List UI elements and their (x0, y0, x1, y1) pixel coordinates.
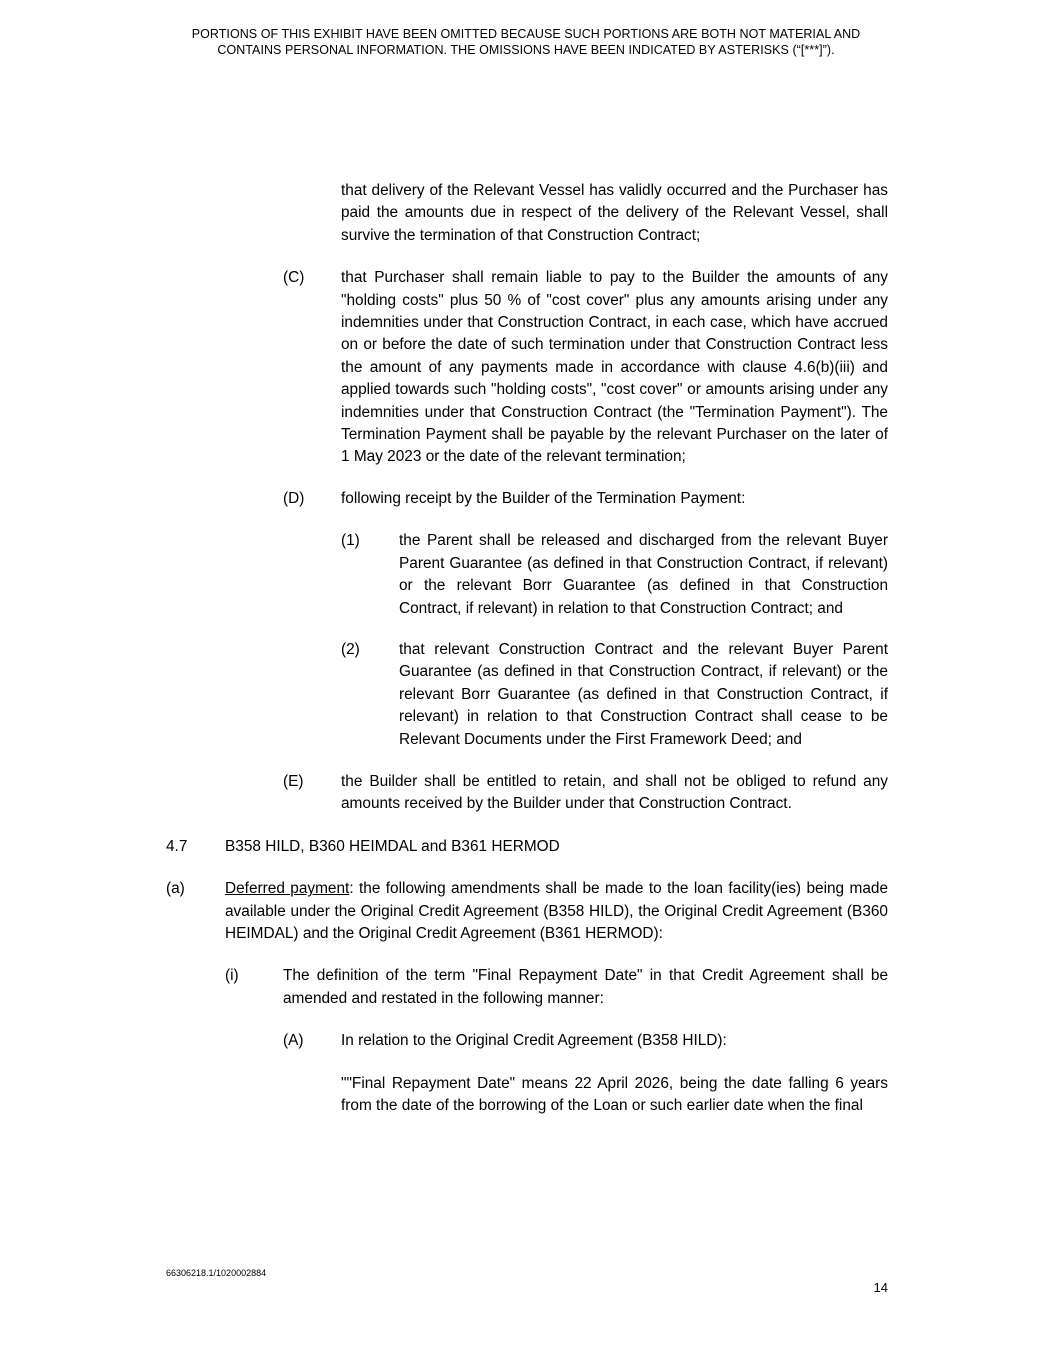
page-number: 14 (873, 1280, 888, 1295)
clause-item-e-text: the Builder shall be entitled to retain, and shall not be obliged to refund any amounts received by the Builder under that Construction Contract. (341, 772, 888, 813)
continuation-paragraph (166, 180, 888, 247)
clause-item-a-text: : the following amendments shall be made to the loan facility(ies) being made available under the Original Credit Agreement (B358 HILD), the Original Credit Agreement (B360 HEIMDAL) and the Original Credit Agreement (B361 HERMOD): (225, 880, 889, 942)
clause-item-c (166, 267, 888, 469)
section-title: B358 HILD, B360 HEIMDAL and B361 HERMOD (225, 837, 560, 855)
final-repayment-definition (166, 1073, 888, 1118)
clause-item-a-upper (166, 1030, 888, 1052)
section-heading-4-7 (166, 836, 888, 858)
clause-item-d2-text: that relevant Construction Contract and the relevant Buyer Parent Guarantee (as defined in that Construction Contract, if relevant) or the relevant Borr Guarantee (as defined in that Construction Contract, if relevant) in relation to that Construction Contract shall cease to be Relevant Documents under the First Framework Deed; and (399, 640, 888, 748)
omission-notice (120, 26, 932, 58)
document-body (166, 180, 888, 1117)
clause-item-a-upper-text: In relation to the Original Credit Agreement (B358 HILD): (341, 1032, 727, 1050)
final-repayment-definition-text: ""Final Repayment Date" means 22 April 2026, being the date falling 6 years from the date of the borrowing of the Loan or such earlier date when the final (341, 1074, 888, 1114)
clause-item-d-text: following receipt by the Builder of the Termination Payment: (341, 489, 746, 507)
clause-item-i-text: The definition of the term "Final Repayment Date" in that Credit Agreement shall be amended and restated in the following manner: (283, 967, 888, 1007)
clause-item-a-body (225, 878, 888, 945)
clause-item-c-label: (C) (283, 269, 305, 287)
clause-item-e (166, 771, 888, 816)
omission-notice-line-2: CONTAINS PERSONAL INFORMATION. THE OMISSIONS HAVE BEEN INDICATED BY ASTERISKS (“[***]”). (217, 43, 835, 57)
clause-item-d2 (166, 639, 888, 751)
clause-item-d (166, 488, 888, 510)
clause-item-d1 (166, 530, 888, 620)
clause-item-d1-text: the Parent shall be released and discharged from the relevant Buyer Parent Guarantee (as defined in that Construction Contract, if relevant) or the relevant Borr Guarantee (as defined in that Construction Contract, if relevant) in relation to that Construction Contract; and (399, 532, 888, 617)
clause-item-i-label: (i) (225, 967, 239, 985)
clause-item-d2-label: (2) (341, 640, 360, 658)
omission-notice-line-1: PORTIONS OF THIS EXHIBIT HAVE BEEN OMITTED BECAUSE SUCH PORTIONS ARE BOTH NOT MATERIAL AND (191, 27, 861, 41)
clause-item-i (166, 965, 888, 1010)
section-number: 4.7 (166, 837, 188, 855)
continuation-text: that delivery of the Relevant Vessel has validly occurred and the Purchaser has paid the amounts due in respect of the delivery of the Relevant Vessel, shall survive the termination of that Construction Contract; (341, 182, 888, 244)
clause-item-a-upper-label: (A) (283, 1032, 304, 1050)
deferred-payment-term: Deferred payment (225, 880, 350, 898)
clause-item-e-label: (E) (283, 772, 304, 790)
clause-item-c-text: that Purchaser shall remain liable to pay to the Builder the amounts of any "holding costs" plus 50 % of "cost cover" plus any amounts arising under any indemnities under that Construction Contract, in each case, which have accrued on or before the date of such termination under that Construction Contract less the amount of any payments made in accordance with clause 4.6(b)(iii) and applied towards such "holding costs", "cost cover" or amounts arising under any indemnities under that Construction Contract (the "Termination Payment"). The Termination Payment shall be payable by the relevant Purchaser on the later of 1 May 2023 or the date of the relevant termination; (341, 269, 888, 466)
clause-item-a-label: (a) (166, 880, 185, 898)
clause-item-d-label: (D) (283, 489, 305, 507)
clause-item-a (166, 878, 888, 945)
document-reference: 66306218.1/1020002884 (166, 1268, 267, 1278)
clause-item-d1-label: (1) (341, 532, 360, 550)
